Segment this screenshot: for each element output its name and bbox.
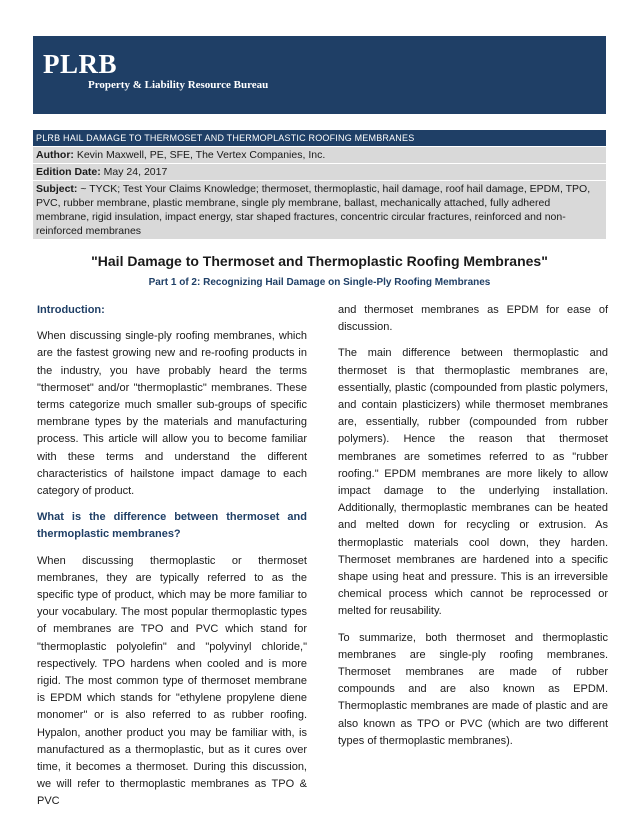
date-label: Edition Date: [36,166,101,178]
subject-value: ~ TYCK; Test Your Claims Knowledge; thermoset, thermoplastic, hail damage, roof hail damage, EPDM, TPO, PVC, rubber membrane, plastic membrane, single ply membrane, ballast, mechanically attached, fully adhered membrane, rigid insulation, impact energy, star shaped fractures, concentric circular fractures, reinforced and non-reinforced membranes [36,183,591,237]
article-metadata [33,130,606,240]
article-title: "Hail Damage to Thermoset and Thermoplastic Roofing Membranes" [91,253,548,269]
plrb-logo [43,50,268,91]
continued-paragraph: and thermoset membranes as EPDM for ease of discussion. [338,304,608,334]
subject-label: Subject: [36,183,78,195]
meta-author [33,147,606,164]
meta-subject [33,181,606,240]
difference-heading: What is the difference between thermoset and thermoplastic membranes? [37,511,307,541]
meta-header: PLRB HAIL DAMAGE TO THERMOSET AND THERMOPLASTIC ROOFING MEMBRANES [33,130,606,147]
date-value: May 24, 2017 [103,166,168,178]
header-banner [33,36,606,114]
author-value: Kevin Maxwell, PE, SFE, The Vertex Companies, Inc. [76,149,326,161]
summary-paragraph: To summarize, both thermoset and thermoplastic membranes are single-ply roofing membranes. Thermoset membranes are made of rubber compounds and are also known as EPDM. Thermoplastic membranes are made of plastic and are also known as TPO or PVC (which are two different types of thermoplastic membranes). [338,631,608,747]
author-label: Author: [36,149,74,161]
difference-paragraph: When discussing thermoplastic or thermoset membranes, they are typically referred to as the specific type of product, which may be more familiar to your vocabulary. The most popular thermoplastic types of membranes are TPO and PVC which stand for "thermoplastic polyolefin" and "polyvinyl chloride," respectively. TPO hardens when cooled and is more rigid. The most common type of thermoset membrane is EPDM which stands for "ethylene propylene diene monomer" or is also referred to as rubber roofing. Hypalon, another product you may be familiar with, is manufactured as a thermoplastic, but as it cures over time, it becomes a thermoset. During this discussion, we will refer to thermoplastic membranes as TPO & PVC [37,554,307,808]
main-difference-paragraph: The main difference between thermoplastic and thermoset is that thermoplastic membranes are, essentially, plastic (compounded from plastic polymers, and contain plasticizers) while thermoset membranes are, essentially, rubber (compounded from rubber polymers). Hence the reason that thermoset membranes are sometimes referred to as "rubber roofing." EPDM membranes are more likely to allow impact damage to the underlying installation. Additionally, thermoplastic membranes can be heated and melted down for recycling or extrusion. As thermoplastic materials cool down, they harden. Thermoset membranes are hardened into a specific shape using heat and pressure. This is an irreversible chemical process which cannot be reprocessed or melted for reusability. [338,347,608,618]
logo-subtitle: Property & Liability Resource Bureau [88,79,269,91]
logo-mark: PLRB [43,49,118,79]
meta-date [33,164,606,181]
intro-heading: Introduction: [37,304,105,316]
right-column [338,302,608,759]
left-column [37,302,307,820]
intro-paragraph: When discussing single-ply roofing membranes, which are the fastest growing new and re-roofing products in the industry, you have probably heard the terms "thermoset" and/or "thermoplastic" membranes. These terms categorize much smaller sub-groups of specific membrane types by the materials and manufacturing process. This article will allow you to become familiar with these terms and understand the different characteristics of hailstone impact damage to each category of product. [37,330,307,498]
article-subtitle: Part 1 of 2: Recognizing Hail Damage on Single-Ply Roofing Membranes [148,277,491,288]
